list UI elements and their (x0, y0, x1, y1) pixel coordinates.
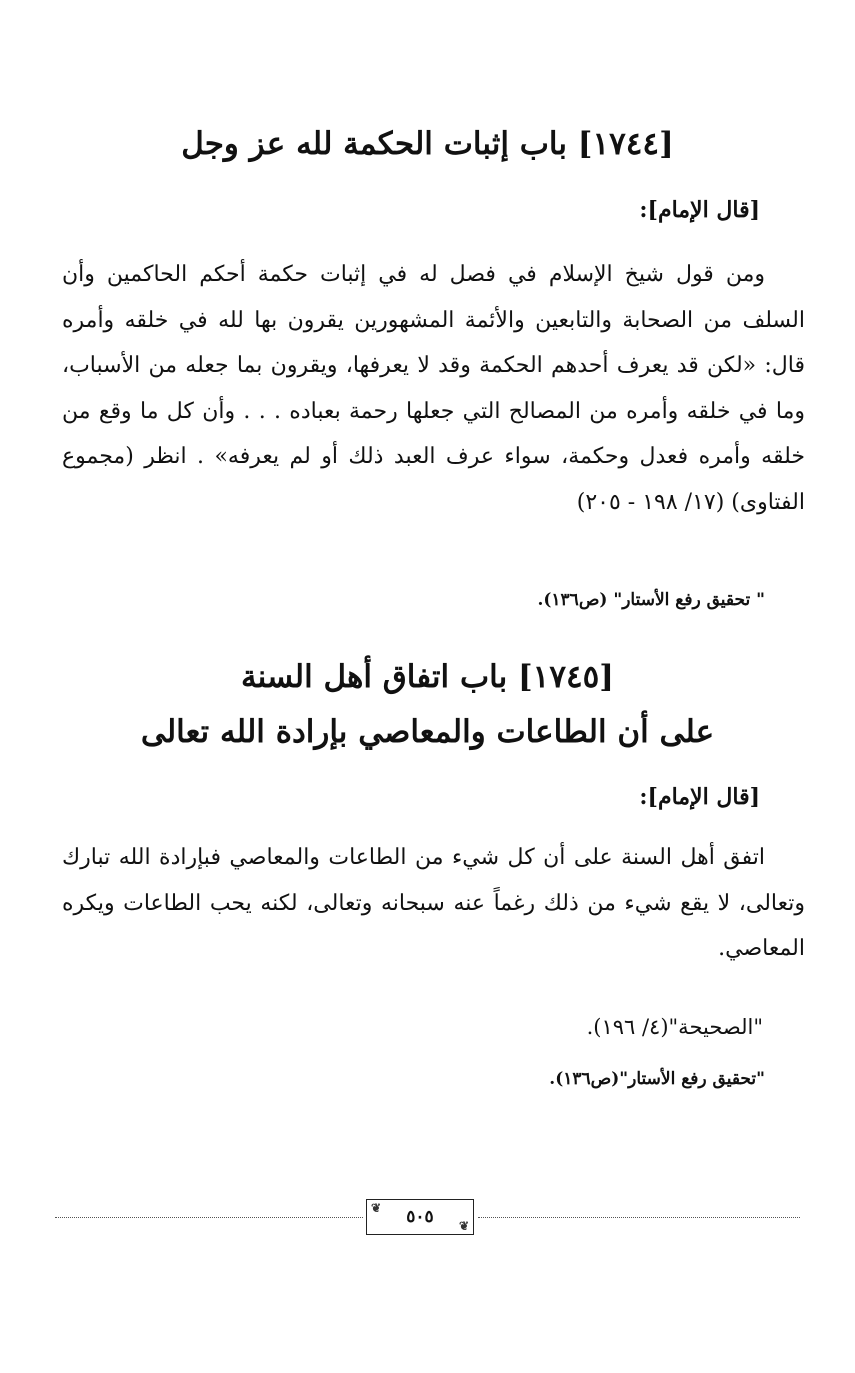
section-1744-source-note: " تحقيق رفع الأستار" (ص١٣٦). (537, 590, 765, 610)
section-1745-reference: "الصحيحة"(٤/ ١٩٦). (586, 1015, 763, 1039)
section-1745-paragraph: اتفق أهل السنة على أن كل شيء من الطاعات والمعاصي فبإرادة الله تبارك وتعالى، لا يقع شيء من ذلك رغماً عنه سبحانه وتعالى، لكنه يحب الطاعات ويكره المعاصي. (62, 845, 805, 961)
footer-rule-right (478, 1217, 800, 1218)
section-1744-speaker-label: [قال الإمام]: (639, 197, 760, 223)
section-1745-heading-line2: على أن الطاعات والمعاصي بإرادة الله تعالى (140, 714, 715, 750)
footer-rule-left (55, 1217, 363, 1218)
section-1744-heading: [١٧٤٤] باب إثبات الحكمة لله عز وجل (181, 126, 674, 162)
section-1745-heading-line1: [١٧٤٥] باب اتفاق أهل السنة (241, 659, 614, 695)
section-1744-paragraph: ومن قول شيخ الإسلام في فصل له في إثبات حكمة أحكم الحاكمين وأن السلف من الصحابة والتابعين والأئمة المشهورين يقرون بها لله في خلقه وأمره قال: «لكن قد يعرف أحدهم الحكمة وقد لا يعرفها، ويقرون بما جعله من الأسباب، وما في خلقه وأمره من المصالح التي جعلها رحمة بعباده . . . وأن كل ما وقع من خلقه وأمره فعدل وحكمة، سواء عرف العبد ذلك أو لم يعرفه» . انظر (مجموع الفتاوى) (١٧/ ١٩٨ - ٢٠٥) (62, 262, 805, 515)
section-1745-body (62, 835, 805, 972)
section-1745-speaker-label: [قال الإمام]: (639, 784, 760, 810)
corner-ornament-icon: ❦ (371, 1201, 382, 1215)
page-number-box (366, 1199, 474, 1235)
corner-ornament-icon: ❦ (458, 1219, 469, 1233)
section-1744-body (62, 252, 805, 525)
page-number: ٥٠٥ (406, 1207, 434, 1227)
section-1745-source-note: "تحقيق رفع الأستار"(ص١٣٦). (549, 1069, 765, 1089)
